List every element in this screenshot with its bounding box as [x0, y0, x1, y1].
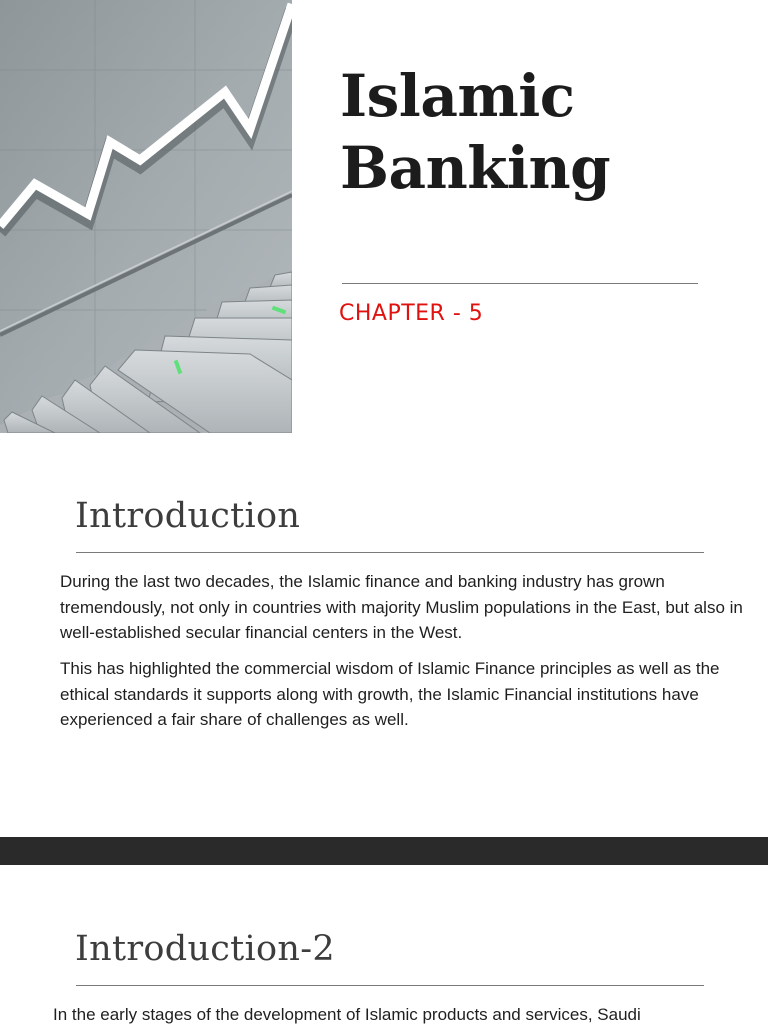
title-line-1: Islamic: [340, 62, 575, 130]
staircase-graph-image: [0, 0, 292, 433]
body-paragraph: This has highlighted the commercial wisdom of Islamic Finance principles as well as the ethical standards it supports along with growth, the Islamic Financial institutions have experienced a fair share of challenges as well.: [60, 659, 720, 729]
section-heading-introduction: Introduction: [75, 496, 301, 536]
section-heading-introduction-2: Introduction-2: [75, 929, 335, 969]
body-paragraph: In the early stages of the development of Islamic products and services, Saudi: [53, 1005, 641, 1024]
body-paragraph: During the last two decades, the Islamic finance and banking industry has grown tremendously, not only in countries with majority Muslim populations in the East, but also in well-established secular financial centers in the West.: [60, 572, 743, 642]
slide-separator-bar: [0, 837, 768, 865]
title-divider: [342, 283, 698, 284]
title-line-2: Banking: [340, 134, 611, 202]
section-divider: [76, 985, 704, 986]
chapter-label: CHAPTER - 5: [339, 301, 484, 326]
document-title: [340, 60, 610, 204]
section-divider: [76, 552, 704, 553]
